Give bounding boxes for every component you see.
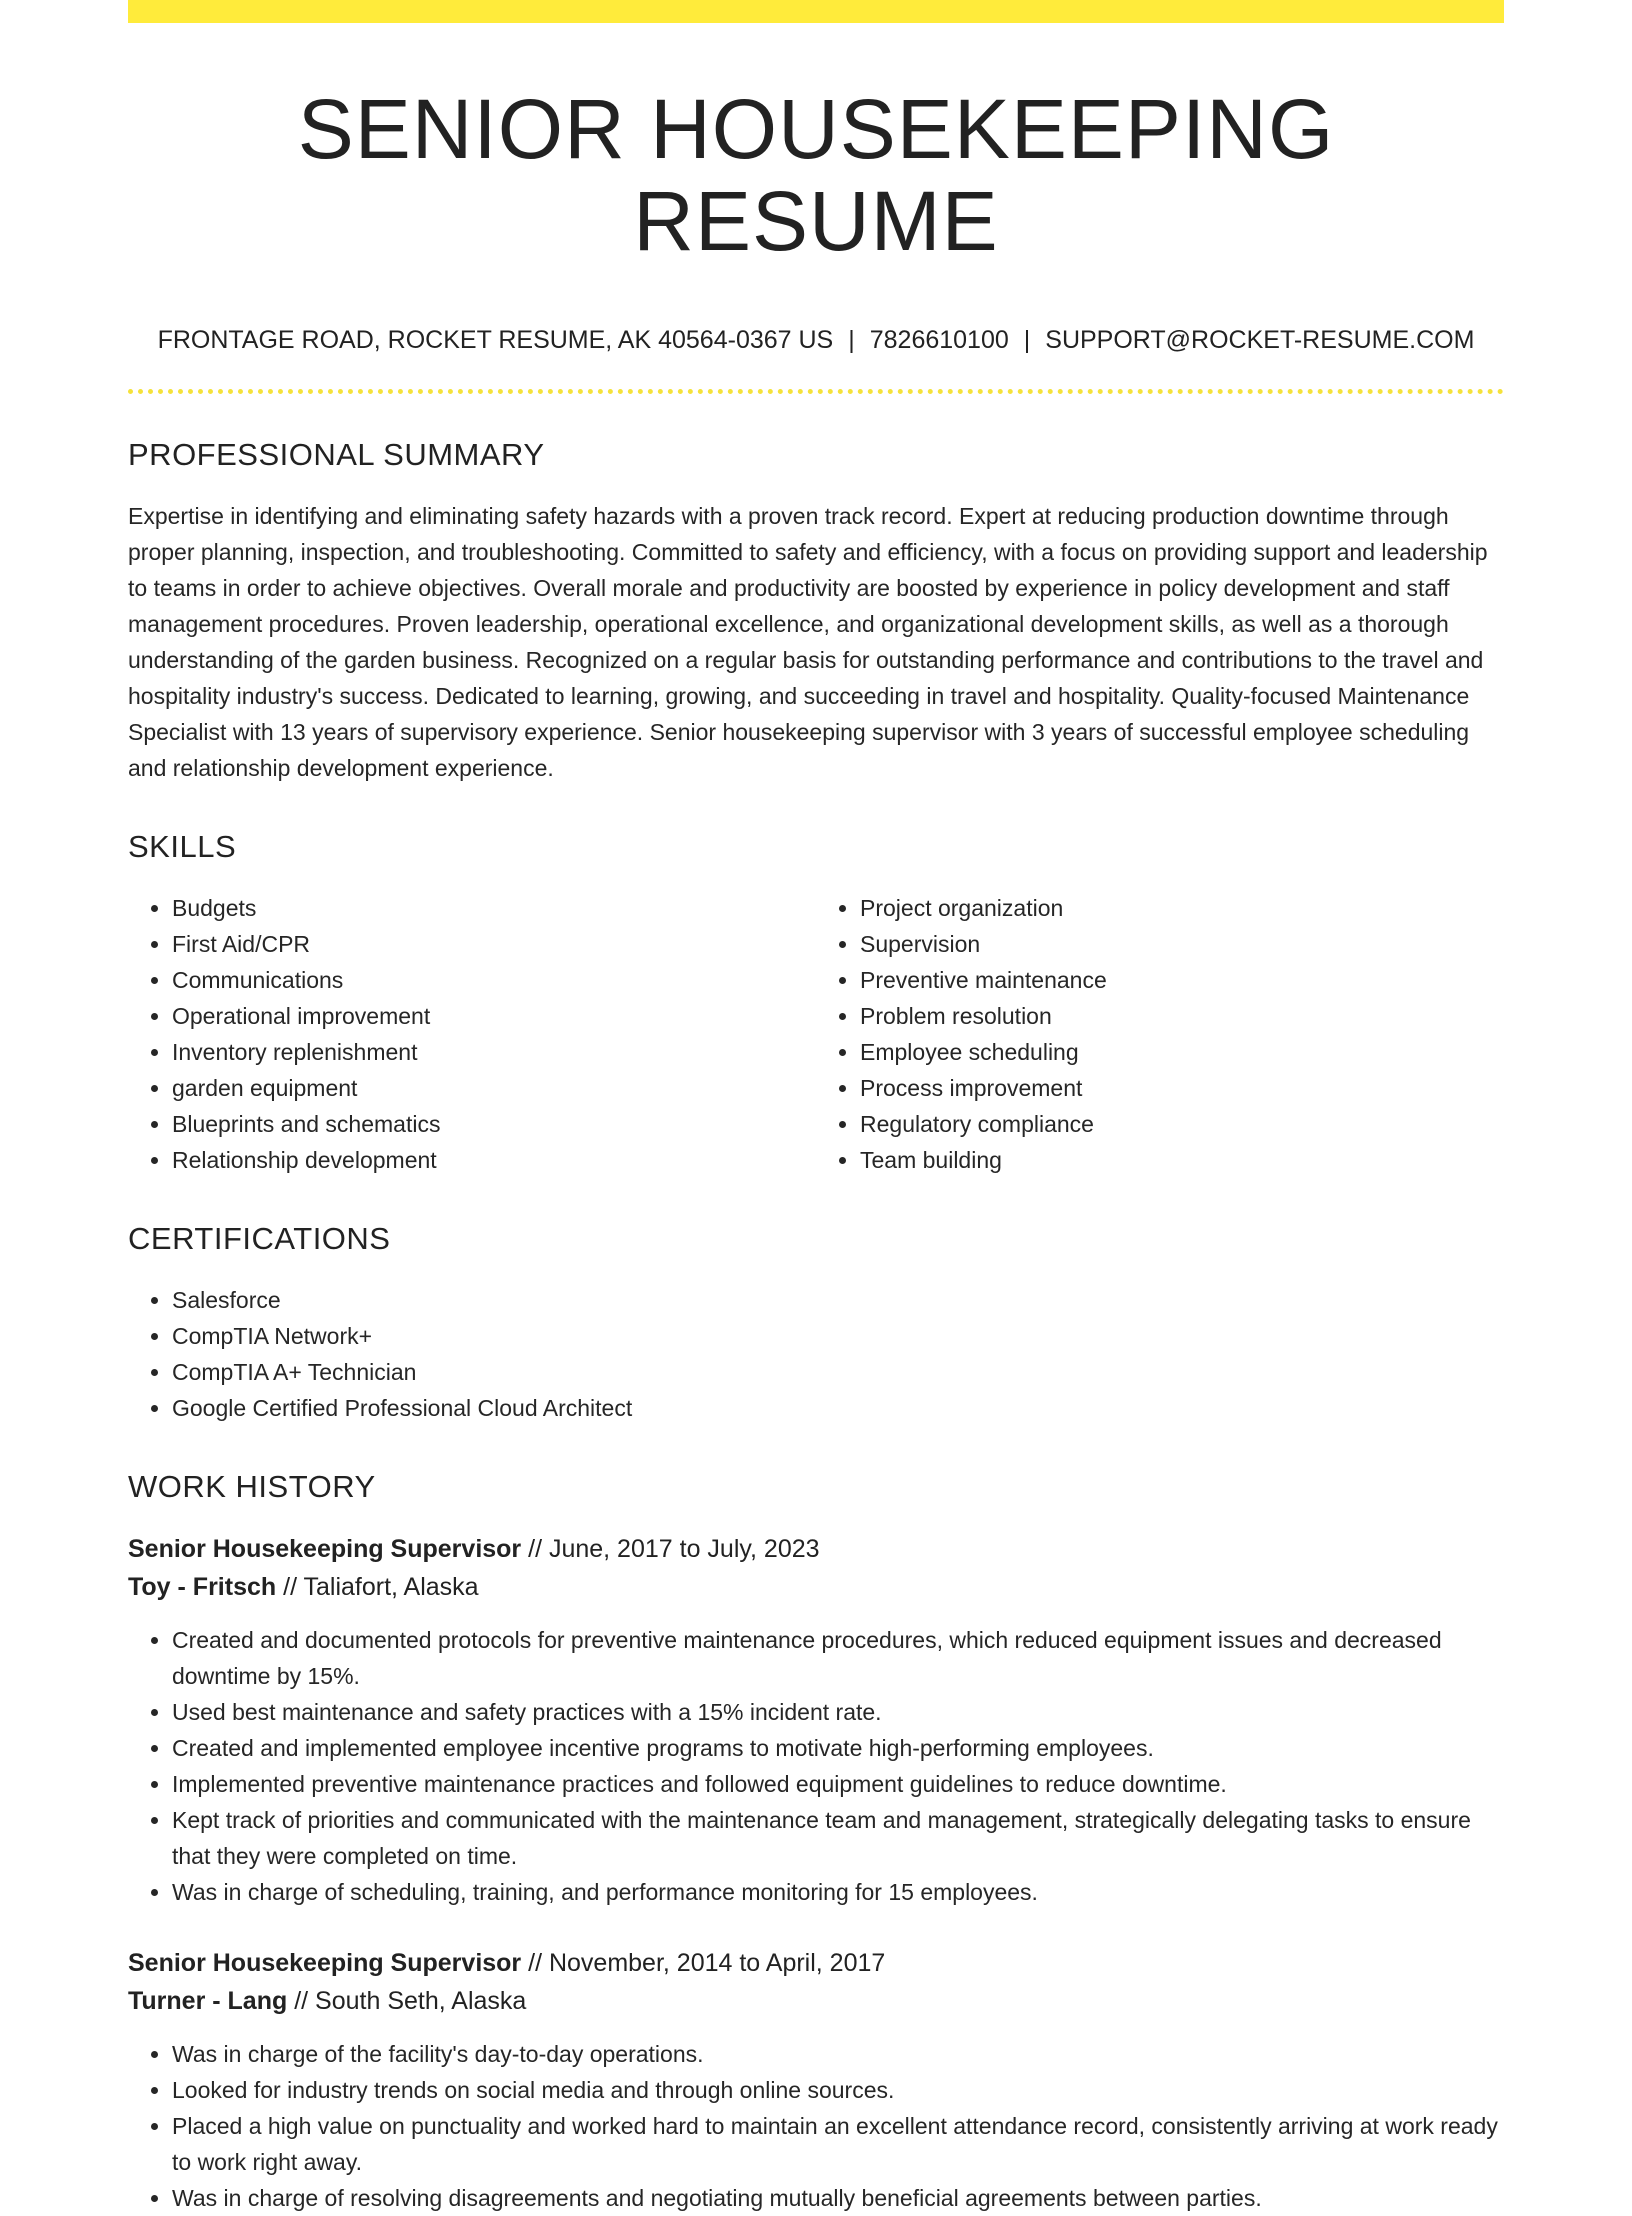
skill-item: • First Aid/CPR	[172, 926, 816, 962]
separator: |	[848, 325, 855, 354]
job-bullet: • Used best maintenance and safety practices with a 15% incident rate.	[172, 1694, 1504, 1730]
job-entry	[128, 1944, 1504, 2216]
job-role-line	[128, 1530, 1504, 1568]
skill-item: • Project organization	[860, 890, 1504, 926]
resume-title: SENIOR HOUSEKEEPING RESUME	[297, 82, 1335, 269]
summary-text: Expertise in identifying and eliminating safety hazards with a proven track record. Expert at reducing production downtime through proper planning, inspection, and troubleshooting. Committed to safety and efficiency, with a focus on providing support and leadership to teams in order to achieve objectives. Overall morale and productivity are boosted by experience in policy development and staff management procedures. Proven leadership, operational excellence, and organizational development skills, as well as a thorough understanding of the garden business. Recognized on a regular basis for outstanding performance and contributions to the travel and hospitality industry's success. Dedicated to learning, growing, and succeeding in travel and hospitality. Quality-focused Maintenance Specialist with 13 years of supervisory experience. Senior housekeeping supervisor with 3 years of successful employee scheduling and relationship development experience.	[128, 502, 1488, 781]
skill-item: • Communications	[172, 962, 816, 998]
skill-item: • Process improvement	[860, 1070, 1504, 1106]
skill-item: • Preventive maintenance	[860, 962, 1504, 998]
skill-item: • garden equipment	[172, 1070, 816, 1106]
job-bullets	[128, 2036, 1504, 2216]
job-dates: // June, 2017 to July, 2023	[521, 1535, 820, 1564]
job-company-line	[128, 1982, 1504, 2020]
job-bullet: • Looked for industry trends on social media and through online sources.	[172, 2072, 1504, 2108]
certification-item: • CompTIA Network+	[172, 1318, 1504, 1354]
job-bullets	[128, 1622, 1504, 1910]
address: FRONTAGE ROAD, ROCKET RESUME, AK 40564-0367 US	[157, 325, 834, 354]
job-bullet: • Was in charge of scheduling, training, and performance monitoring for 15 employees.	[172, 1874, 1504, 1910]
skill-item: • Relationship development	[172, 1142, 816, 1178]
contact-line	[128, 325, 1504, 355]
job-role: Senior Housekeeping Supervisor	[128, 1535, 522, 1564]
resume-page	[128, 0, 1504, 2216]
accent-bar	[128, 0, 1504, 23]
skill-item: • Team building	[860, 1142, 1504, 1178]
email-link[interactable]: SUPPORT@ROCKET-RESUME.COM	[1045, 325, 1475, 354]
section-title-skills: SKILLS	[128, 828, 237, 864]
job-location: // Taliafort, Alaska	[276, 1573, 479, 1602]
skills-grid	[128, 864, 1504, 1178]
skill-item: • Budgets	[172, 890, 816, 926]
section-title-work-history: WORK HISTORY	[128, 1469, 376, 1505]
job-company-line	[128, 1568, 1504, 1606]
separator: |	[1023, 325, 1031, 354]
job-entry	[128, 1530, 1504, 1910]
section-title-certifications: CERTIFICATIONS	[128, 1220, 391, 1256]
certification-item: • Google Certified Professional Cloud Architect	[172, 1390, 1504, 1426]
skill-item: • Inventory replenishment	[172, 1034, 816, 1070]
phone: 7826610100	[869, 325, 1009, 354]
skills-list-right	[816, 890, 1504, 1178]
skill-item: • Employee scheduling	[860, 1034, 1504, 1070]
job-bullet: • Placed a high value on punctuality and worked hard to maintain an excellent attendance record, consistently arriving at work ready to work right away.	[172, 2108, 1504, 2180]
job-bullet: • Kept track of priorities and communicated with the maintenance team and management, strategically delegating tasks to ensure that they were completed on time.	[172, 1802, 1504, 1874]
job-company: Toy - Fritsch	[128, 1573, 277, 1602]
job-location: // South Seth, Alaska	[287, 1987, 527, 2016]
certification-item: • Salesforce	[172, 1282, 1504, 1318]
job-role: Senior Housekeeping Supervisor	[128, 1949, 522, 1978]
job-bullet: • Created and implemented employee incentive programs to motivate high-performing employees.	[172, 1730, 1504, 1766]
job-role-line	[128, 1944, 1504, 1982]
skill-item: • Problem resolution	[860, 998, 1504, 1034]
job-bullet: • Implemented preventive maintenance practices and followed equipment guidelines to reduce downtime.	[172, 1766, 1504, 1802]
skills-list-left	[128, 890, 816, 1178]
job-company: Turner - Lang	[128, 1987, 288, 2016]
section-title-summary: PROFESSIONAL SUMMARY	[128, 436, 545, 472]
certification-item: • CompTIA A+ Technician	[172, 1354, 1504, 1390]
job-bullet: • Was in charge of resolving disagreements and negotiating mutually beneficial agreements between parties.	[172, 2180, 1504, 2216]
dotted-divider	[128, 389, 1504, 394]
certifications-list	[128, 1282, 1504, 1426]
job-bullet: • Created and documented protocols for preventive maintenance procedures, which reduced equipment issues and decreased downtime by 15%.	[172, 1622, 1504, 1694]
skill-item: • Regulatory compliance	[860, 1106, 1504, 1142]
skill-item: • Operational improvement	[172, 998, 816, 1034]
job-bullet: • Was in charge of the facility's day-to-day operations.	[172, 2036, 1504, 2072]
skill-item: • Blueprints and schematics	[172, 1106, 816, 1142]
job-dates: // November, 2014 to April, 2017	[521, 1949, 886, 1978]
skill-item: • Supervision	[860, 926, 1504, 962]
